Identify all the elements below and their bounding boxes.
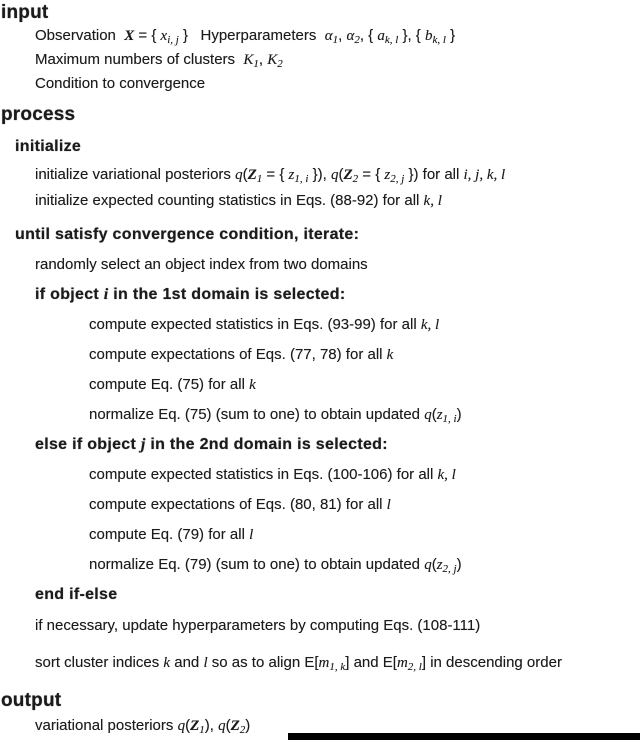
text-segment: }, {: [398, 27, 425, 44]
text-segment: sort cluster indices: [35, 654, 164, 671]
line-random-select: [0, 250, 640, 280]
text-segment: i: [103, 286, 109, 303]
text-segment: k: [386, 347, 394, 363]
line-compute-eq-75: [0, 370, 640, 400]
text-segment: compute expectations of Eqs. (77, 78) for all: [89, 346, 387, 363]
text-segment: x: [160, 28, 168, 44]
text-segment: variational posteriors: [35, 717, 178, 734]
text-segment: 1, k: [329, 661, 346, 673]
algo-title-input: [0, 2, 640, 24]
text-segment: 1: [253, 58, 259, 70]
text-segment: Maximum numbers of clusters: [35, 51, 244, 68]
text-segment: 1: [199, 724, 205, 736]
text-segment: 1: [332, 34, 339, 46]
text-segment: l: [386, 497, 391, 513]
text-segment: k: [249, 377, 256, 393]
text-segment: m: [318, 655, 330, 671]
text-segment: q: [177, 718, 186, 734]
text-segment: b: [424, 28, 433, 44]
text-segment: ): [456, 556, 462, 573]
text-segment: normalize Eq. (79) (sum to one) to obtain updated: [89, 556, 425, 573]
line-observation-hyperparameters: [0, 24, 640, 48]
text-segment: = {: [358, 166, 385, 183]
text-segment: ] in descending order: [421, 654, 562, 671]
text-segment: = {: [134, 27, 161, 44]
text-segment: } Hyperparameters: [178, 27, 325, 44]
branch-else-second-domain: [0, 430, 640, 460]
text-segment: if object: [35, 286, 104, 303]
text-segment: Condition to convergence: [35, 75, 206, 92]
text-segment: until satisfy convergence condition, iterate:: [15, 226, 360, 243]
text-segment: input: [1, 2, 49, 23]
text-segment: l: [203, 655, 208, 671]
line-compute-stats-100-106: [0, 460, 640, 490]
text-segment: Observation: [35, 27, 125, 44]
line-condition-convergence: [0, 72, 640, 96]
text-segment: z: [436, 407, 443, 423]
text-segment: 2, j: [442, 563, 457, 575]
text-segment: Z: [190, 718, 200, 734]
text-segment: 2, l: [407, 661, 422, 673]
text-segment: in the 2nd domain is selected:: [145, 436, 388, 453]
text-segment: q: [424, 407, 432, 423]
text-segment: in the 1st domain is selected:: [108, 286, 346, 303]
text-segment: and: [170, 654, 204, 671]
text-segment: q: [218, 718, 226, 734]
line-sort-cluster-indices: [0, 646, 640, 680]
text-segment: k, l: [420, 317, 440, 333]
text-segment: k, l: [423, 193, 442, 209]
text-segment: process: [1, 104, 76, 125]
text-segment: ,: [258, 51, 268, 68]
text-segment: Z: [247, 167, 257, 183]
text-segment: K: [267, 52, 278, 68]
text-segment: k, l: [384, 34, 399, 46]
text-segment: i, j: [167, 34, 179, 46]
text-segment: X: [124, 28, 135, 44]
subhead-initialize: [0, 132, 640, 162]
text-segment: 2: [352, 173, 359, 185]
text-segment: initialize: [15, 138, 82, 155]
text-segment: so as to align E[: [207, 654, 319, 671]
line-normalize-eq-79: [0, 550, 640, 580]
text-segment: k: [163, 655, 171, 671]
text-segment: α: [346, 28, 355, 44]
algo-title-output: [0, 690, 640, 712]
text-segment: else if object: [35, 436, 141, 453]
text-segment: Z: [343, 167, 353, 183]
text-segment: output: [1, 690, 62, 711]
text-segment: compute expected statistics in Eqs. (93-99) for all: [89, 316, 421, 333]
text-segment: 1, i: [442, 413, 457, 425]
text-segment: compute Eq. (75) for all: [89, 376, 250, 393]
subhead-until-iterate: [0, 220, 640, 250]
text-segment: (: [225, 717, 231, 734]
text-segment: ),: [204, 717, 219, 734]
text-segment: initialize variational posteriors: [35, 166, 236, 183]
text-segment: (: [431, 556, 437, 573]
text-segment: q: [424, 557, 432, 573]
line-update-hyperparameters: [0, 610, 640, 642]
text-segment: initialize expected counting statistics in Eqs. (88-92) for all: [35, 192, 424, 209]
text-segment: (: [185, 717, 191, 734]
branch-if-first-domain: [0, 280, 640, 310]
text-segment: z: [384, 167, 391, 183]
text-segment: normalize Eq. (75) (sum to one) to obtain updated: [89, 406, 425, 423]
text-segment: end if-else: [35, 586, 118, 603]
text-segment: compute expected statistics in Eqs. (100-106) for all: [89, 466, 438, 483]
text-segment: i, j, k, l: [463, 167, 506, 183]
text-segment: ] and E[: [345, 654, 397, 671]
text-segment: ): [456, 406, 462, 423]
scan-artifact-bar: [288, 733, 640, 740]
text-segment: z: [288, 167, 295, 183]
line-max-clusters: [0, 48, 640, 72]
text-segment: k, l: [432, 34, 446, 46]
text-segment: j: [140, 436, 146, 453]
text-segment: (: [338, 166, 344, 183]
branch-end-if-else: [0, 580, 640, 610]
text-segment: q: [330, 167, 339, 183]
text-segment: ): [245, 717, 251, 734]
text-segment: 2, j: [390, 173, 405, 185]
line-compute-eq-79: [0, 520, 640, 550]
text-segment: z: [436, 557, 443, 573]
text-segment: if necessary, update hyperparameters by computing Eqs. (108-111): [35, 617, 481, 634]
text-segment: (: [242, 166, 248, 183]
text-segment: 2: [354, 34, 360, 46]
text-segment: compute Eq. (79) for all: [89, 526, 250, 543]
text-segment: ,: [338, 27, 347, 44]
text-segment: (: [431, 406, 437, 423]
line-init-counting-statistics: [0, 188, 640, 214]
text-segment: K: [243, 52, 254, 68]
text-segment: 1, i: [294, 173, 309, 185]
text-segment: q: [235, 167, 243, 183]
text-segment: Z: [230, 718, 240, 734]
text-segment: 1: [256, 173, 263, 185]
line-init-variational-posteriors: [0, 162, 640, 188]
text-segment: k, l: [437, 467, 456, 483]
text-segment: = {: [262, 166, 289, 183]
algo-title-process: [0, 104, 640, 126]
algorithm-pseudocode: [0, 2, 640, 738]
text-segment: , {: [359, 27, 378, 44]
text-segment: compute expectations of Eqs. (80, 81) for all: [89, 496, 387, 513]
text-segment: a: [377, 28, 385, 44]
text-segment: l: [249, 527, 254, 543]
line-compute-expectations-80-81: [0, 490, 640, 520]
text-segment: }) for all: [404, 166, 464, 183]
line-normalize-eq-75: [0, 400, 640, 430]
text-segment: }),: [308, 166, 331, 183]
text-segment: 2: [277, 58, 283, 70]
text-segment: α: [324, 28, 333, 44]
line-compute-stats-93-99: [0, 310, 640, 340]
text-segment: 2: [239, 724, 246, 736]
line-compute-expectations-77-78: [0, 340, 640, 370]
text-segment: }: [445, 27, 456, 44]
text-segment: m: [396, 655, 408, 671]
text-segment: randomly select an object index from two domains: [35, 256, 368, 273]
